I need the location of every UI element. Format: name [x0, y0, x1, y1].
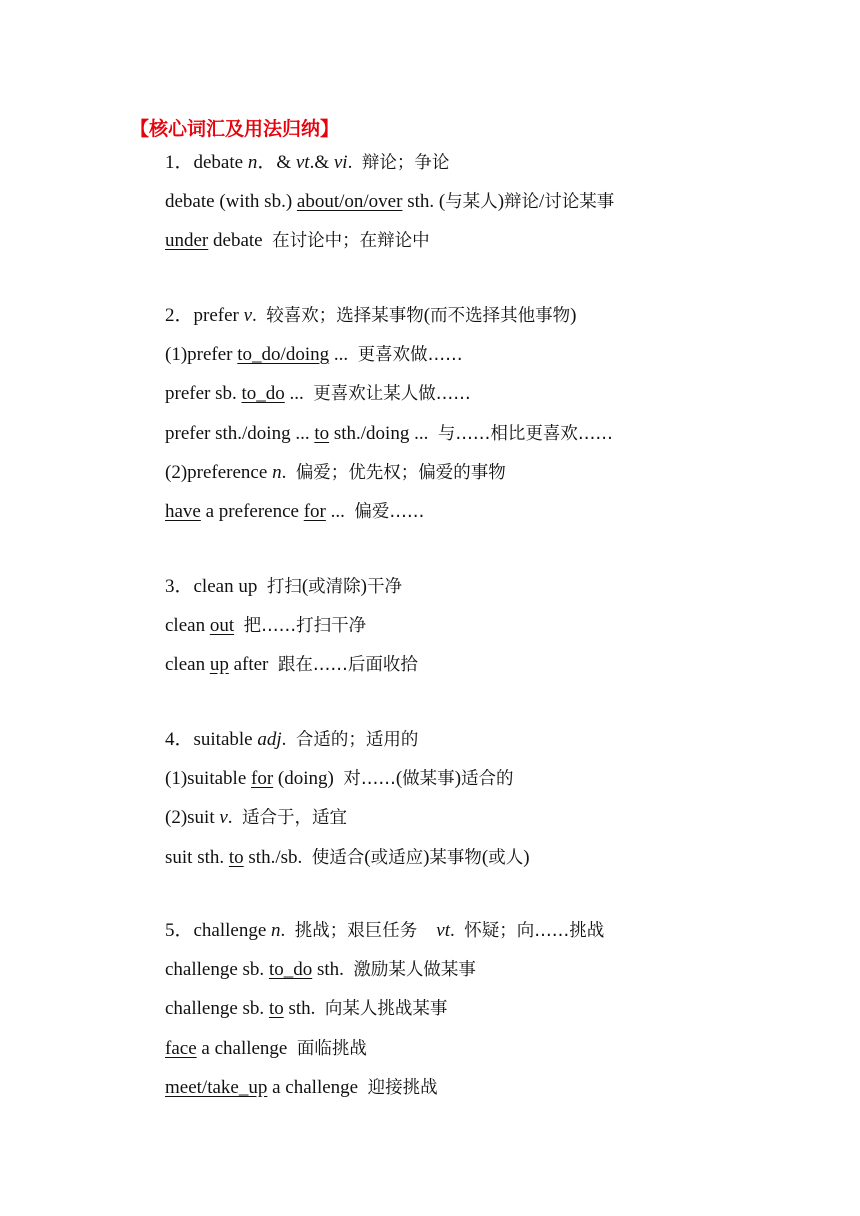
entry-5-line-4	[165, 1036, 367, 1062]
text-segment: sth./doing ...	[329, 422, 438, 444]
entry-2-line-1	[165, 303, 576, 329]
entry-1-line-3	[165, 228, 430, 254]
text-segment: (1)prefer	[165, 344, 238, 366]
chinese-gloss: 向某人挑战某事	[324, 999, 448, 1020]
text-segment: .&	[309, 152, 334, 173]
underlined-term: face	[165, 1037, 197, 1059]
chinese-gloss: 干净	[367, 577, 402, 597]
chinese-gloss: 迎接挑战	[367, 1077, 438, 1098]
text-segment: 4．suitable	[165, 729, 258, 750]
chinese-gloss: 偏爱……	[354, 502, 425, 522]
chinese-gloss: 激励某人做某事	[353, 960, 476, 981]
text-segment: (doing)	[273, 768, 344, 790]
text-segment: .	[281, 461, 296, 483]
text-segment: debate (with sb.)	[165, 191, 297, 213]
chinese-gloss: 怀疑；向……挑战	[464, 921, 605, 941]
underlined-term: have	[165, 501, 201, 522]
chinese-gloss: 辩论	[504, 192, 540, 213]
text-segment: )	[423, 846, 430, 868]
text-segment: /	[539, 191, 545, 213]
chinese-gloss: 更喜欢做……	[357, 345, 463, 366]
text-segment: n	[272, 461, 282, 483]
chinese-gloss: 适合于，适宜	[242, 808, 348, 829]
entry-3-line-2	[165, 613, 366, 639]
text-segment: challenge sb.	[165, 959, 269, 981]
chinese-gloss: 与……相比更喜欢……	[437, 423, 613, 444]
entry-4-line-4	[165, 845, 530, 871]
underlined-term: for	[251, 768, 274, 790]
underlined-term: up	[209, 654, 229, 676]
chinese-gloss: 打扫	[266, 577, 302, 597]
chinese-gloss: 或适应	[370, 847, 424, 868]
text-segment: adj	[257, 729, 282, 750]
section-title: 【核心词汇及用法归纳】	[130, 118, 340, 140]
text-segment: .	[280, 920, 295, 941]
entry-5-line-1	[165, 918, 604, 944]
text-segment: (2)suit	[165, 807, 220, 829]
underlined-term: to	[228, 846, 244, 868]
entry-5-line-2	[165, 957, 476, 983]
chinese-gloss: 辩论；争论	[361, 153, 450, 173]
text-segment: .	[252, 305, 267, 326]
text-segment: .	[281, 729, 296, 750]
text-segment	[417, 920, 436, 941]
underlined-term: under	[165, 230, 209, 252]
entry-5-line-3	[165, 996, 447, 1022]
text-segment: v	[243, 305, 253, 326]
underlined-term: to_do	[268, 959, 313, 981]
text-segment: sth. (	[402, 191, 446, 213]
text-segment: (	[301, 576, 309, 597]
chinese-gloss: 合适的；适用的	[295, 730, 419, 750]
text-segment: .	[227, 807, 243, 829]
text-segment: ...	[284, 383, 314, 405]
underlined-term: to_do	[241, 383, 285, 405]
chinese-gloss: 挑战；艰巨任务	[294, 921, 418, 941]
entry-2-line-6	[165, 499, 424, 525]
text-segment: ．&	[257, 152, 296, 173]
text-segment: vi	[333, 152, 348, 173]
entry-2-line-5	[165, 460, 506, 486]
text-segment: .	[347, 152, 362, 173]
chinese-gloss: 更喜欢让某人做……	[313, 384, 471, 405]
text-segment: )	[523, 846, 530, 868]
text-segment: clean	[165, 654, 210, 676]
chinese-gloss: 在讨论中；在辩论中	[272, 231, 430, 252]
text-segment: a preference	[200, 501, 304, 522]
chinese-gloss: 面临挑战	[296, 1038, 367, 1059]
entry-3-line-1	[165, 574, 402, 600]
chinese-gloss: 某事物	[429, 847, 482, 868]
text-segment: .	[450, 920, 465, 941]
underlined-term: for	[303, 501, 326, 522]
text-segment: sth.	[283, 998, 325, 1020]
text-segment: 5．challenge	[165, 920, 272, 941]
text-segment: )	[497, 191, 505, 213]
chinese-gloss: 或清除	[308, 577, 361, 597]
underlined-term: meet/take_up	[165, 1076, 268, 1098]
entry-2-line-3	[165, 381, 471, 407]
text-segment: prefer sb.	[165, 383, 242, 405]
text-segment: n	[247, 152, 258, 173]
chinese-gloss: 而不选择其他事物	[430, 306, 571, 326]
text-segment: clean	[165, 615, 210, 637]
text-segment: )	[454, 768, 462, 790]
chinese-gloss: 偏爱；优先权；偏爱的事物	[295, 462, 506, 483]
text-segment: (	[423, 305, 431, 326]
text-segment: sth./sb.	[243, 846, 312, 868]
entry-4-line-3	[165, 805, 347, 831]
text-segment: a challenge	[196, 1037, 297, 1059]
text-segment	[234, 615, 244, 636]
text-segment: a challenge	[267, 1076, 368, 1098]
underlined-term: to	[314, 422, 330, 444]
underlined-term: about/on/over	[296, 191, 403, 213]
chinese-gloss: 把……打扫干净	[243, 616, 367, 637]
text-segment: v	[219, 807, 228, 829]
text-segment: ...	[329, 344, 358, 366]
chinese-gloss: 讨论某事	[544, 192, 615, 213]
underlined-term: to	[268, 998, 284, 1020]
chinese-gloss: 跟在……后面收拾	[277, 655, 418, 676]
underlined-term: to_do/doing	[237, 344, 330, 366]
chinese-gloss: 使适合	[311, 847, 365, 868]
text-segment: (1)suitable	[165, 768, 252, 790]
text-segment: after	[228, 654, 278, 676]
text-segment: sth.	[312, 959, 354, 981]
entry-4-line-2	[165, 766, 514, 792]
entry-2-line-4	[165, 421, 613, 447]
text-segment: (2)preference	[165, 461, 273, 483]
underlined-term: out	[209, 615, 235, 637]
text-segment: )	[570, 305, 577, 326]
text-segment: (	[481, 846, 489, 868]
text-segment: (	[364, 846, 371, 868]
chinese-gloss: 与某人	[445, 192, 498, 213]
text-segment: )	[360, 576, 367, 597]
chinese-gloss: 或人	[488, 847, 524, 868]
entry-3-line-3	[165, 652, 418, 678]
text-segment: (	[395, 768, 403, 790]
chinese-gloss: 对……	[343, 769, 396, 790]
entry-1-line-1	[165, 150, 449, 176]
text-segment: challenge sb.	[165, 998, 269, 1020]
text-segment: 2．prefer	[165, 305, 244, 326]
chinese-gloss: 适合的	[461, 769, 514, 790]
chinese-gloss: 较喜欢；选择某事物	[266, 306, 424, 326]
text-segment: vt	[436, 920, 451, 941]
entry-1-line-2	[165, 189, 614, 215]
text-segment: n	[271, 920, 281, 941]
text-segment: ...	[325, 501, 355, 522]
text-segment: 1．debate	[165, 152, 248, 173]
entry-2-line-2	[165, 342, 463, 368]
text-segment: 3．clean up	[165, 576, 267, 597]
entry-5-line-5	[165, 1075, 438, 1101]
text-segment: vt	[295, 152, 310, 173]
text-segment: suit sth.	[165, 846, 229, 868]
chinese-gloss: 做某事	[402, 769, 455, 790]
text-segment: debate	[208, 230, 273, 252]
entry-4-line-1	[165, 727, 418, 753]
text-segment: prefer sth./doing ...	[165, 422, 315, 444]
